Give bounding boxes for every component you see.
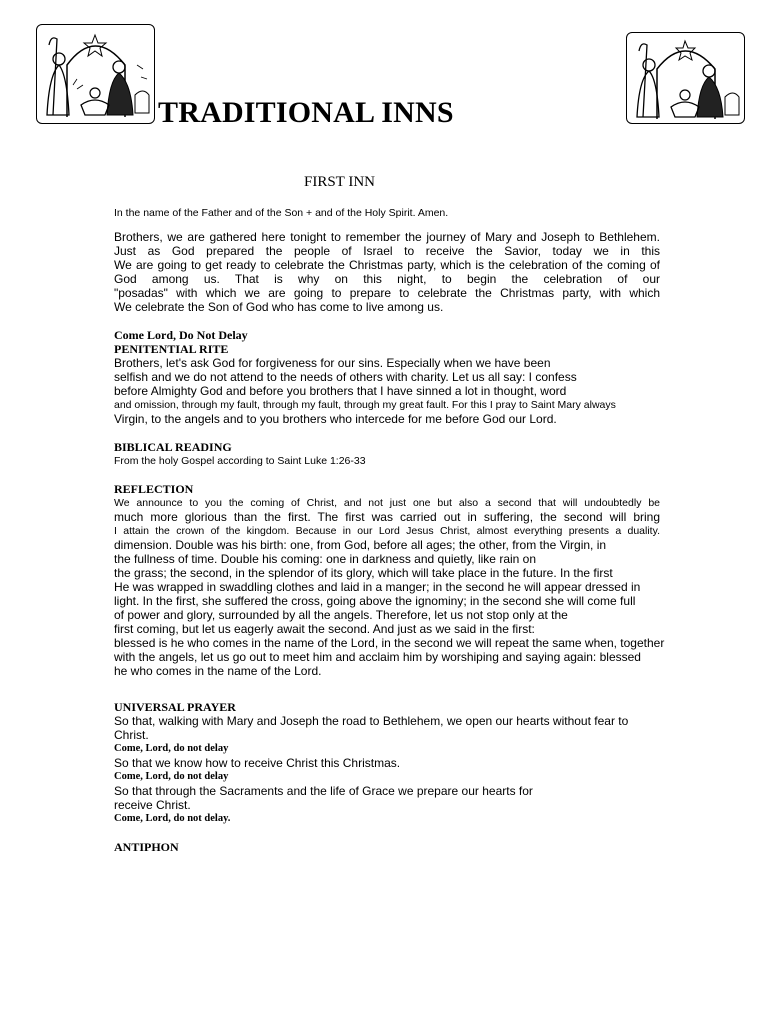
invocation-text: In the name of the Father and of the Son + and of the Holy Spirit. Amen. [114, 207, 449, 219]
prayer-response: Come, Lord, do not delay [114, 743, 229, 754]
text-line: Christ. [114, 728, 149, 742]
penitential-paragraph [114, 356, 674, 426]
text-line: dimension. Double was his birth: one, from God, before all ages; the other, from the Virgin, in [114, 538, 607, 552]
text-line: first coming, but let us eagerly await the second. And just as we said in the first: [114, 622, 535, 636]
text-line: he who comes in the name of the Lord. [114, 664, 322, 678]
text-line: of power and glory, surrounded by all the angels. Therefore, let us not stop only at the [114, 608, 568, 622]
document-title: TRADITIONAL INNS [158, 96, 454, 129]
text-line: We celebrate the Son of God who has come to live among us. [114, 300, 444, 314]
text-line: before Almighty God and before you brothers that I have sinned a lot in thought, word [114, 384, 567, 398]
text-line: with the angels, let us go out to meet him and acclaim him by worshiping and saying again: blessed [114, 650, 641, 664]
text-line: Virgin, to the angels and to you brothers who intercede for me before God our Lord. [114, 412, 557, 426]
text-line: Just as God prepared the people of Israel to receive the Savior, today we in this [114, 244, 660, 258]
text-line: blessed is he who comes in the name of the Lord, in the second we will repeat the same when, together [114, 636, 665, 650]
text-line: We are going to get ready to celebrate the Christmas party, which is the celebration of the coming of [114, 258, 660, 272]
reading-heading: BIBLICAL READING [114, 440, 232, 454]
text-line: We announce to you the coming of Christ, and not just one but also a second that will undoubtedly be [114, 497, 660, 509]
prayer-response: Come, Lord, do not delay [114, 771, 229, 782]
text-line: Brothers, we are gathered here tonight to remember the journey of Mary and Joseph to Bethlehem. [114, 230, 660, 244]
reading-text: From the holy Gospel according to Saint Luke 1:26-33 [114, 455, 366, 467]
prayer-petition-2: So that we know how to receive Christ this Christmas. [114, 756, 401, 770]
text-line: So that through the Sacraments and the life of Grace we prepare our hearts for [114, 784, 533, 798]
nativity-illustration-left [36, 24, 155, 124]
reflection-paragraph [114, 496, 674, 678]
prayer-heading: UNIVERSAL PRAYER [114, 700, 236, 714]
intro-paragraph [114, 230, 674, 314]
text-line: God among us. That is why on this night, to begin the celebration of our [114, 272, 660, 286]
text-line: "posadas" with which we are going to prepare to celebrate the Christmas party, with which [114, 286, 660, 300]
penitential-heading: PENITENTIAL RITE [114, 342, 229, 356]
text-line: receive Christ. [114, 798, 191, 812]
document-body [114, 206, 674, 854]
text-line: He was wrapped in swaddling clothes and laid in a manger; in the second he will appear dressed in [114, 580, 641, 594]
text-line: light. In the first, she suffered the cross, going above the ignominy; in the second she will come full [114, 594, 636, 608]
prayer-petition-3 [114, 784, 674, 812]
reflection-heading: REFLECTION [114, 482, 194, 496]
nativity-scene-icon [37, 25, 154, 123]
nativity-illustration-right [626, 32, 745, 124]
section-subtitle: FIRST INN [304, 174, 375, 190]
text-line: So that, walking with Mary and Joseph the road to Bethlehem, we open our hearts without fear to [114, 714, 629, 728]
prayer-petition-1 [114, 714, 674, 742]
antiphon-heading: ANTIPHON [114, 840, 179, 854]
text-line: and omission, through my fault, through my fault, through my great fault. For this I pray to Saint Mary always [114, 399, 616, 411]
text-line: selfish and we do not attend to the needs of others with charity. Let us all say: I confess [114, 370, 577, 384]
text-line: the grass; the second, in the splendor of its glory, which will take place in the future. In the first [114, 566, 613, 580]
nativity-scene-icon [627, 33, 744, 123]
song-heading: Come Lord, Do Not Delay [114, 328, 248, 342]
text-line: much more glorious than the first. The first was carried out in suffering, the second will bring [114, 510, 660, 524]
text-line: Brothers, let's ask God for forgiveness for our sins. Especially when we have been [114, 356, 551, 370]
text-line: the fullness of time. Double his coming: one in darkness and quietly, like rain on [114, 552, 537, 566]
text-line: I attain the crown of the kingdom. Because in our Lord Jesus Christ, almost everything presents a duality. [114, 525, 660, 537]
prayer-final-response: Come, Lord, do not delay. [114, 813, 231, 824]
